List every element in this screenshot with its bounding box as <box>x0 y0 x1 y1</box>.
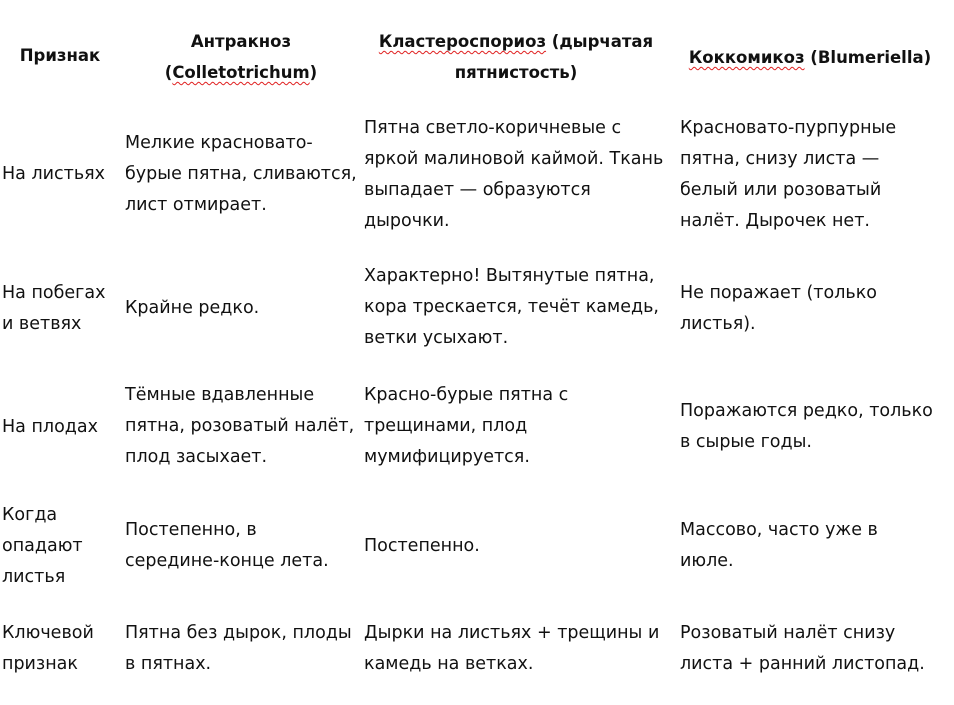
header-feature <box>8 40 112 71</box>
header-clasterosporium-title: Кластероспориоз (дырчатая <box>378 32 654 51</box>
row-shoots-label: На побегах и ветвях <box>2 283 106 334</box>
row-shoots-anthracnose: Крайне редко. <box>125 298 260 318</box>
header-clasterosporium <box>366 26 666 88</box>
row-leaves-clasterosporium: Пятна светло-коричневые с яркой малиновой каймой. Ткань выпадает — образуются дырочки. <box>364 118 664 231</box>
row-fruits-clasterosporium: Красно-бурые пятна с трещинами, плод мумифицируется. <box>364 385 569 467</box>
row-leaves-coccomycosis: Красновато-пурпурные пятна, снизу листа — белый или розоватый налёт. Дырочек нет. <box>680 118 897 231</box>
header-anthracnose-title: Антракноз <box>190 32 292 51</box>
header-clasterosporium-subtitle: пятнистость) <box>454 63 578 82</box>
row-fruits-label: На плодах <box>2 417 98 437</box>
row-leaves-anthracnose: Мелкие красновато- бурые пятна, сливаются, лист отмирает. <box>125 133 357 215</box>
header-feature-label: Признак <box>19 46 101 65</box>
row-leaf-fall-anthracnose: Постепенно, в середине-конце лета. <box>125 520 329 571</box>
row-shoots-coccomycosis: Не поражает (только листья). <box>680 283 877 334</box>
row-key-sign-anthracnose: Пятна без дырок, плоды в пятнах. <box>125 623 352 674</box>
row-key-sign-clasterosporium: Дырки на листьях + трещины и камедь на ветках. <box>364 623 660 674</box>
row-key-sign-coccomycosis: Розоватый налёт снизу листа + ранний листопад. <box>680 623 925 674</box>
header-anthracnose <box>128 26 354 88</box>
row-shoots-clasterosporium: Характерно! Вытянутые пятна, кора трескается, течёт камедь, ветки усыхают. <box>364 266 659 348</box>
header-anthracnose-latin: (Colletotrichum) <box>164 63 318 82</box>
row-leaf-fall-clasterosporium: Постепенно. <box>364 536 480 556</box>
row-fruits-anthracnose: Тёмные вдавленные пятна, розоватый налёт, плод засыхает. <box>125 385 355 467</box>
row-leaf-fall-label: Когда опадают листья <box>2 505 83 587</box>
header-coccomycosis <box>680 42 940 73</box>
row-leaf-fall-coccomycosis: Массово, часто уже в июле. <box>680 520 878 571</box>
row-leaves-label: На листьях <box>2 164 106 184</box>
row-key-sign-label: Ключевой признак <box>2 623 94 674</box>
row-fruits-coccomycosis: Поражаются редко, только в сырые годы. <box>680 401 933 452</box>
header-coccomycosis-title: Коккомикоз (Blumeriella) <box>688 48 932 67</box>
